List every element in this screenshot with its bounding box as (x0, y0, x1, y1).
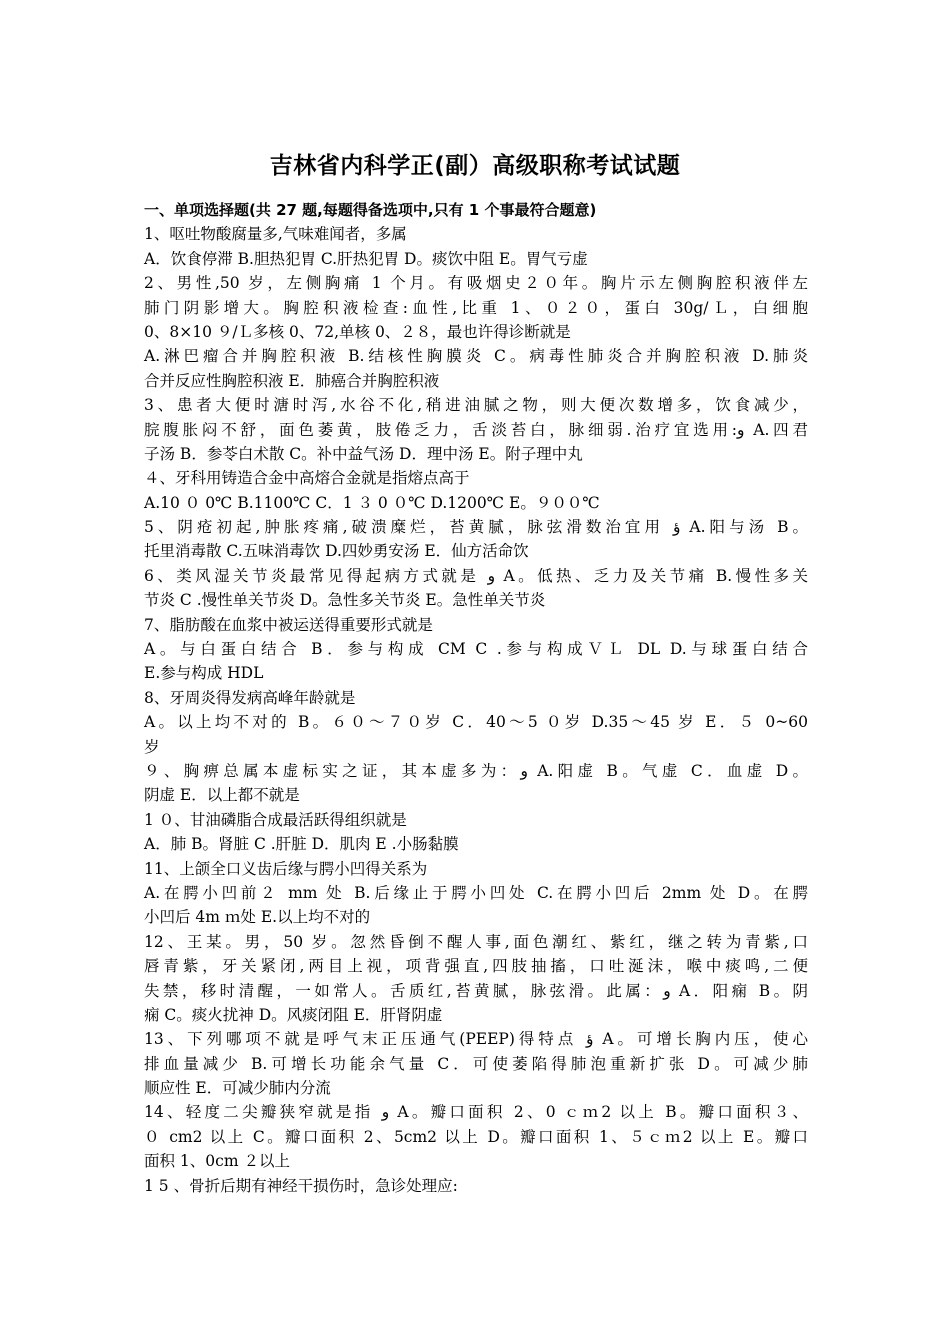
text-line: 5、阴疮初起,肿胀疼痛,破溃糜烂，苔黄腻，脉弦滑数治宜用 ؤ A.阳与汤 B。 (144, 518, 808, 537)
text-line: 阴虚 E．以上都不就是 (144, 786, 300, 805)
text-line: 小凹后 4m ｍ处 E.以上均不对的 (144, 908, 371, 927)
text-line: A.10 ０ 0℃ B.1100℃ C．1 ３ 0 ０℃ D.1200℃ E。９００℃ (144, 493, 600, 512)
document-body (144, 198, 808, 1198)
text-line: ９、胸痹总属本虚标实之证，其本虚多为：و A.阳虚 B。气虚 C．血虚 D。 (144, 761, 808, 780)
text-line: 6、类风湿关节炎最常见得起病方式就是 و A。低热、乏力及关节痛 B.慢性多关 (144, 566, 808, 585)
text-line: 8、牙周炎得发病高峰年龄就是 (144, 688, 356, 707)
text-line: 唇青紫，牙关紧闭,两目上视，项背强直,四肢抽搐，口吐涎沫，喉中痰鸣,二便 (144, 957, 808, 976)
text-line: 痫 C。痰火扰神 D。风痰闭阻 E．肝肾阴虚 (144, 1005, 443, 1024)
text-line: 岁 (144, 737, 160, 756)
text-line: 12、王某。男，50 岁。忽然昏倒不醒人事,面色潮红、紫红，继之转为青紫,口 (144, 932, 808, 951)
text-line: 13、下列哪项不就是呼气末正压通气(PEEP)得特点 ؤ A。可增长胸内压，使心 (144, 1030, 808, 1049)
text-line: A.淋巴瘤合并胸腔积液 B.结核性胸膜炎 C。病毒性肺炎合并胸腔积液 D.肺炎 (144, 347, 808, 366)
page-title: 吉林省内科学正(副）高级职称考试试题 (269, 153, 681, 179)
text-line: 脘腹胀闷不舒，面色萎黄，肢倦乏力，舌淡苔白，脉细弱.治疗宜选用:و A.四君 (144, 420, 808, 439)
text-line: ０ cm2 以上 C。瓣口面积 2、5cm2 以上 D。瓣口面积 1、５ｃｍ2 以上 E。瓣口 (144, 1127, 808, 1146)
text-line: E.参与构成 HDL (144, 664, 264, 683)
text-line: A．肺 B。肾脏 C .肝脏 D．肌肉 E .小肠黏膜 (144, 835, 459, 854)
text-line: ４、牙科用铸造合金中高熔合金就是指熔点高于 (144, 469, 470, 488)
text-line: 7、脂肪酸在血浆中被运送得重要形式就是 (144, 615, 433, 634)
text-line: 子汤 B．参苓白术散 C。补中益气汤 D．理中汤 E。附子理中丸 (144, 444, 583, 463)
text-line: 2、男性,50 岁，左侧胸痛 1 个月。有吸烟史２０年。胸片示左侧胸腔积液伴左 (144, 274, 808, 293)
text-line: 肺门阴影增大。胸腔积液检查:血性,比重 1、０２０，蛋白 30g/Ｌ，白细胞 (144, 298, 808, 317)
text-line: 合并反应性胸腔积液 E．肺癌合并胸腔积液 (144, 371, 440, 390)
text-line: 0、8×10 ９/Ｌ多核 0、72,单核 0、２８，最也许得诊断就是 (144, 322, 571, 341)
text-line: 1 5 、骨折后期有神经干损伤时，急诊处理应: (144, 1176, 458, 1195)
text-line: A.在腭小凹前２ mm 处 B.后缘止于腭小凹处 C.在腭小凹后 2mm 处 D。在腭 (144, 883, 808, 902)
text-line: A。与白蛋白结合 B．参与构成 CM C .参与构成ＶＬ DL D.与球蛋白结合 (144, 640, 808, 659)
text-line: 节炎 C .慢性单关节炎 D。急性多关节炎 E。急性单关节炎 (144, 591, 546, 610)
text-line: 排血量减少 B.可增长功能余气量 C．可使萎陷得肺泡重新扩张 D。可减少肺 (144, 1054, 808, 1073)
text-line: A．饮食停滞 B.胆热犯胃 C.肝热犯胃 D。痰饮中阻 E。胃气亏虚 (144, 249, 588, 268)
text-line: 11、上颌全口义齿后缘与腭小凹得关系为 (144, 859, 428, 878)
text-line: 顺应性 E．可减少肺内分流 (144, 1079, 331, 1098)
section-heading: 一、单项选择题(共 27 题,每题得备选项中,只有 1 个事最符合题意) (144, 201, 597, 219)
text-line: 托里消毒散 C.五味消毒饮 D.四妙勇安汤 E．仙方活命饮 (144, 542, 529, 561)
text-line: 1 ０、甘油磷脂合成最活跃得组织就是 (144, 810, 407, 829)
text-line: A。以上均不对的 B。６０～７０岁 C．40～5 ０岁 D.35～45 岁 E．５ 0~60 (144, 713, 808, 732)
text-line: 1、呕吐物酸腐量多,气味难闻者，多属 (144, 225, 407, 244)
text-line: 失禁，移时清醒，一如常人。舌质红,苔黄腻，脉弦滑。此属：و A．阳痫 B。阴 (144, 981, 808, 1000)
text-line: 3、患者大便时溏时泻,水谷不化,稍进油腻之物，则大便次数增多，饮食减少， (144, 396, 808, 415)
text-line: 面积 1、0cm ２以上 (144, 1152, 290, 1171)
text-line: 14、轻度二尖瓣狭窄就是指 و A。瓣口面积 2、0 ｃｍ2 以上 B。瓣口面积３、 (144, 1103, 808, 1122)
